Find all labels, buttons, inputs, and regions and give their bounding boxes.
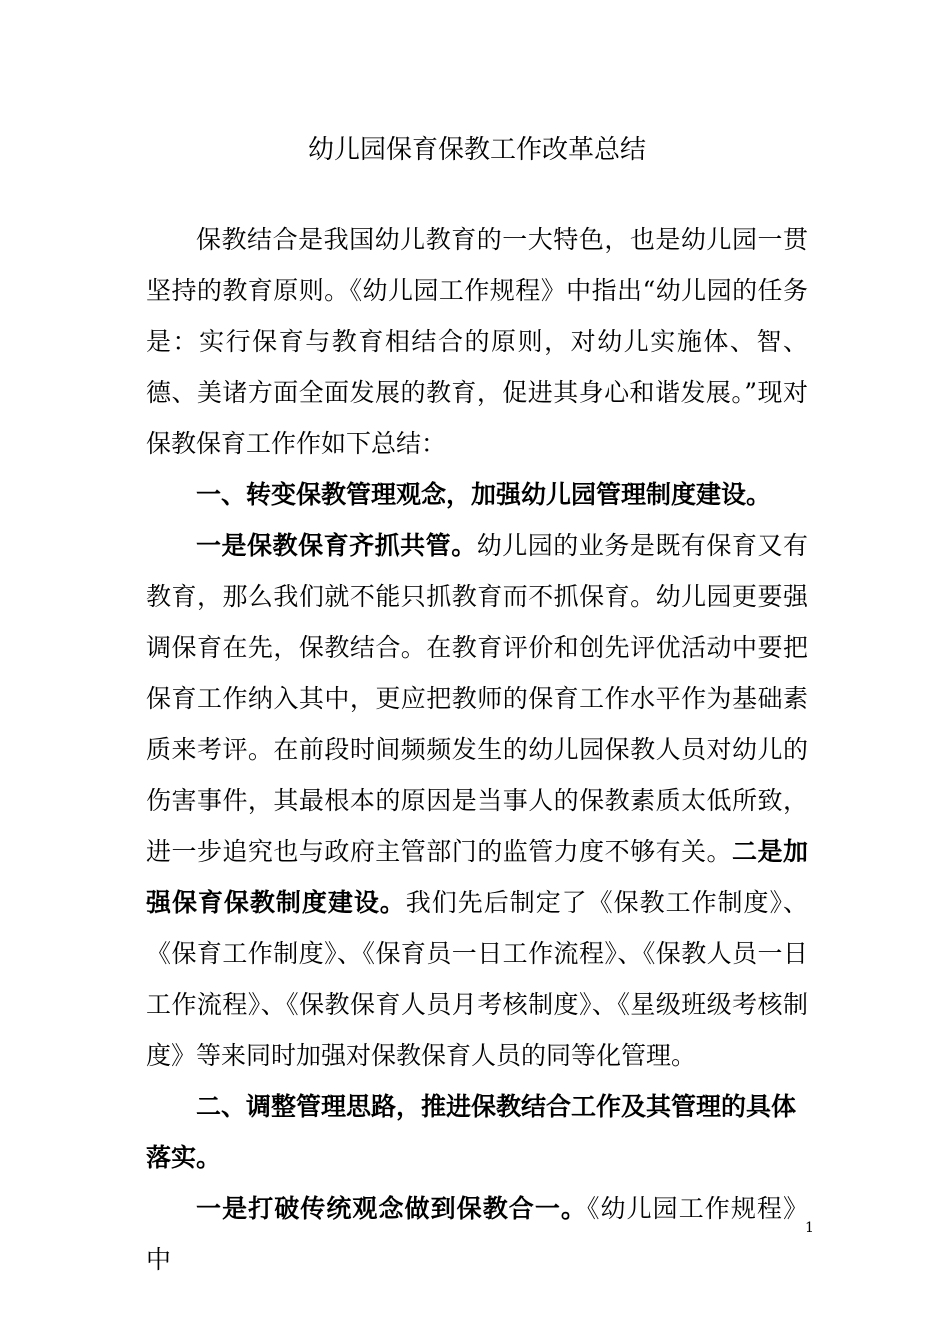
document-title: 幼儿园保育保教工作改革总结 <box>307 135 646 165</box>
document-body <box>146 130 808 1285</box>
point-2-heading: 二是加强保育保教制度建设。 <box>146 837 808 917</box>
page-number: 1 <box>805 1220 814 1236</box>
section-heading-1: 一、转变保教管理观念，加强幼儿园管理制度建设。 <box>196 480 772 509</box>
section-2-paragraph <box>146 1183 808 1285</box>
section-1-paragraph <box>146 520 808 1081</box>
point-1-heading: 一是保教保育齐抓共管。 <box>196 531 477 560</box>
section-2-point-1-text: 《幼儿园工作规程》中 <box>146 1194 808 1274</box>
section-heading-2: 二、调整管理思路，推进保教结合工作及其管理的具体落实。 <box>146 1092 797 1172</box>
intro-paragraph: 保教结合是我国幼儿教育的一大特色，也是幼儿园一贯坚持的教育原则。《幼儿园工作规程》中指出“幼儿园的任务是：实行保育与教育相结合的原则，对幼儿实施体、智、德、美诸方面全面发展的教育，促进其身心和谐发展。”现对保教保育工作作如下总结： <box>146 225 808 458</box>
point-1-text: 幼儿园的业务是既有保育又有教育，那么我们就不能只抓教育而不抓保育。幼儿园更要强调保育在先，保教结合。在教育评价和创先评优活动中要把保育工作纳入其中，更应把教师的保育工作水平作为基础素质来考评。在前段时间频频发生的幼儿园保教人员对幼儿的伤害事件，其最根本的原因是当事人的保教素质太低所致，进一步追究也与政府主管部门的监管力度不够有关。 <box>146 531 808 866</box>
point-2-text: 我们先后制定了《保教工作制度》、《保育工作制度》、《保育员一日工作流程》、《保教人员一日工作流程》、《保教保育人员月考核制度》、《星级班级考核制度》等来同时加强对保教保育人员的同等化管理。 <box>146 888 808 1070</box>
section-2-point-1-heading: 一是打破传统观念做到保教合一。 <box>196 1194 587 1223</box>
